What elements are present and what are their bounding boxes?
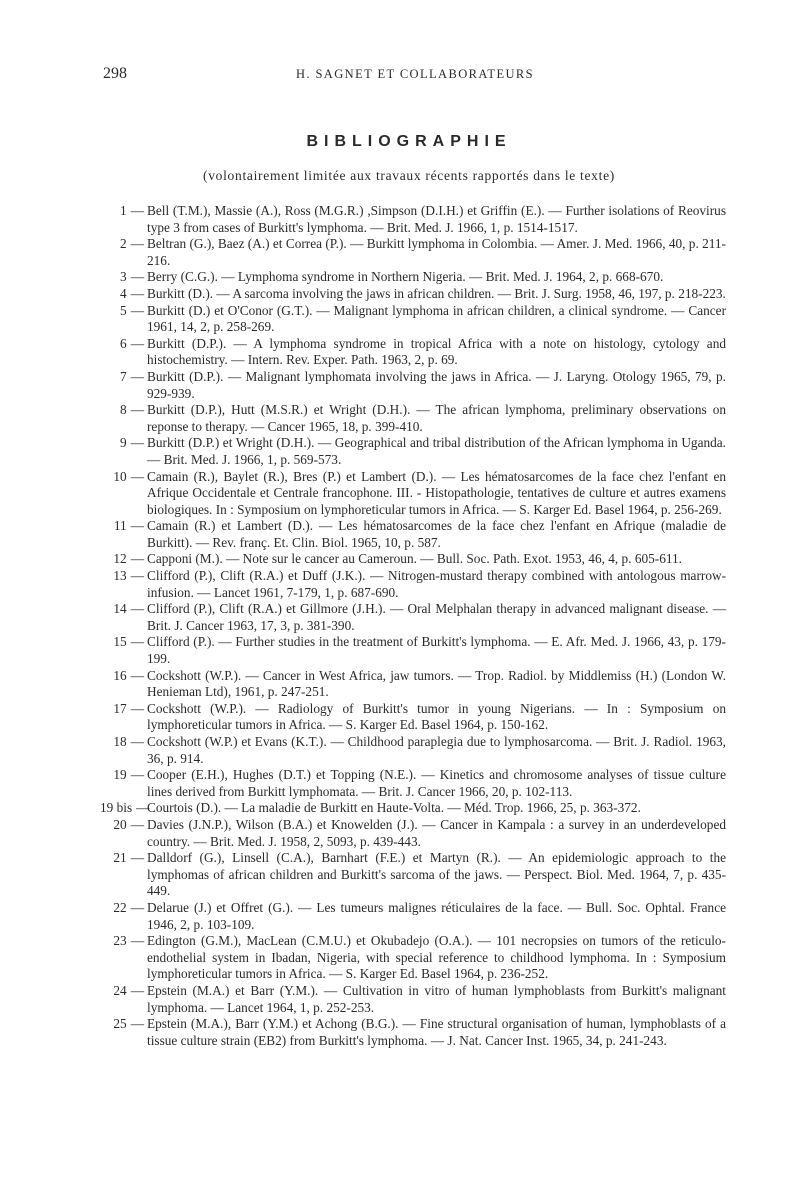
reference-list: [100, 203, 726, 1049]
reference-text: Clifford (P.), Clift (R.A.) et Gillmore (J.H.). — Oral Melphalan therapy in advanced malignant disease. — Brit. J. Cancer 1963, 17, 3, p. 381-390.: [147, 601, 726, 633]
reference-entry: [100, 900, 726, 933]
reference-entry: [100, 817, 726, 850]
reference-text: Cockshott (W.P.). — Cancer in West Africa, jaw tumors. — Trop. Radiol. by Middlemiss (H.) (London W. Henieman Ltd), 1961, p. 247-251.: [147, 667, 726, 700]
reference-entry: [100, 1016, 726, 1049]
reference-number: [100, 236, 144, 253]
reference-text: Capponi (M.). — Note sur le cancer au Cameroun. — Bull. Soc. Path. Exot. 1953, 46, 4, p. 605-611.: [147, 551, 682, 567]
reference-entry: [100, 336, 726, 369]
reference-entry: [100, 668, 726, 701]
reference-number-label: 4: [120, 285, 127, 301]
reference-text: Beltran (G.), Baez (A.) et Correa (P.). — Burkitt lymphoma in Colombia. — Amer. J. Med. 1966, 40, p. 211-216.: [147, 236, 726, 268]
reference-number: [100, 303, 144, 320]
reference-entry: [100, 469, 726, 519]
reference-entry: [100, 767, 726, 800]
reference-number-dash: —: [130, 850, 144, 866]
reference-text: Davies (J.N.P.), Wilson (B.A.) et Knowelden (J.). — Cancer in Kampala : a survey in an underdeveloped country. — Brit. Med. J. 1958, 2, 5093, p. 439-443.: [147, 816, 726, 849]
reference-number: [100, 551, 144, 568]
reference-number-label: 23: [113, 933, 127, 949]
reference-number-label: 8: [120, 402, 127, 418]
reference-number-dash: —: [130, 518, 144, 534]
reference-number: [100, 336, 144, 353]
reference-entry: [100, 601, 726, 634]
reference-number: [100, 933, 144, 950]
reference-number: [100, 734, 144, 751]
reference-number-dash: —: [130, 1016, 144, 1032]
reference-text: Edington (G.M.), MacLean (C.M.U.) et Okubadejo (O.A.). — 101 necropsies on tumors of the reticulo-endothelial system in Ibadan, Nigeria, with special reference to childhood lymphoma. In : Symposium lymphoreticular tumors in Africa. — S. Karger Ed. Basel 1964, p. 236-252.: [147, 933, 726, 982]
reference-entry: [100, 634, 726, 667]
reference-entry: [100, 568, 726, 601]
reference-text: Clifford (P.), Clift (R.A.) et Duff (J.K.). — Nitrogen-mustard therapy combined with antologous marrow-infusion. — Lancet 1961, 7-179, 1, p. 687-690.: [147, 568, 726, 600]
reference-number-dash: —: [130, 335, 144, 351]
reference-entry: [100, 236, 726, 269]
reference-number-dash: —: [130, 568, 144, 584]
reference-text: Berry (C.G.). — Lymphoma syndrome in Northern Nigeria. — Brit. Med. J. 1964, 2, p. 668-670.: [147, 269, 664, 285]
reference-text: Camain (R.) et Lambert (D.). — Les hématosarcomes de la face chez l'enfant en Afrique (maladie de Burkitt). — Rev. franç. Et. Clin. Biol. 1965, 10, p. 587.: [147, 518, 726, 550]
reference-number-label: 3: [120, 269, 127, 285]
reference-number-label: 16: [113, 667, 127, 683]
reference-number: [100, 601, 144, 618]
reference-text: Burkitt (D.P.). — A lymphoma syndrome in tropical Africa with a note on histology, cytology and histochemistry. — Intern. Rev. Exper. Path. 1963, 2, p. 69.: [147, 335, 726, 368]
reference-text: Epstein (M.A.) et Barr (Y.M.). — Cultivation in vitro of human lymphoblasts from Burkitt's malignant lymphoma. — Lancet 1964, 1, p. 252-253.: [147, 982, 726, 1015]
reference-number-label: 15: [113, 634, 127, 650]
reference-number: [100, 518, 144, 535]
reference-number: [100, 983, 144, 1000]
reference-number-label: 14: [113, 601, 127, 617]
reference-text: Delarue (J.) et Offret (G.). — Les tumeurs malignes réticulaires de la face. — Bull. Soc. Ophtal. France 1946, 2, p. 103-109.: [147, 899, 726, 932]
reference-number-label: 7: [120, 368, 127, 384]
reference-number-label: 13: [113, 568, 127, 584]
reference-number-label: 11: [113, 518, 127, 534]
reference-text: Courtois (D.). — La maladie de Burkitt en Haute-Volta. — Méd. Trop. 1966, 25, p. 363-372.: [147, 800, 641, 816]
reference-number-label: 17: [113, 700, 127, 716]
reference-number-dash: —: [130, 634, 144, 650]
reference-number-label: 2: [120, 236, 127, 252]
reference-text: Epstein (M.A.), Barr (Y.M.) et Achong (B.G.). — Fine structural organisation of human, lymphoblasts of a tissue culture strain (EB2) from Burkitt's lymphoma. — J. Nat. Cancer Inst. 1965, 34, p. 241-243.: [147, 1016, 726, 1048]
reference-number-dash: —: [130, 933, 144, 949]
reference-number: [100, 286, 144, 303]
reference-text: Camain (R.), Baylet (R.), Bres (P.) et Lambert (D.). — Les hématosarcomes de la face chez l'enfant en Afrique Occidentale et Centrale francophone. III. - Histopathologie, tentatives de culture et autres examens biologiques. In : Symposium on lymphoreticular tumors in Africa. — S. Karger Ed. Basel 1964, p. 256-269.: [147, 468, 726, 517]
reference-text: Cockshott (W.P.) et Evans (K.T.). — Childhood paraplegia due to lymphosarcoma. — Brit. J. Radiol. 1963, 36, p. 914.: [147, 734, 726, 766]
reference-entry: [100, 303, 726, 336]
reference-number: [100, 634, 144, 651]
reference-number-dash: —: [130, 899, 144, 915]
reference-number-label: 24: [113, 982, 127, 998]
reference-entry: [100, 933, 726, 983]
running-head: H. SAGNET ET COLLABORATEURS: [295, 67, 535, 81]
reference-number: [100, 369, 144, 386]
reference-number-dash: —: [130, 982, 144, 998]
reference-number-dash: —: [130, 236, 144, 252]
reference-text: Cooper (E.H.), Hughes (D.T.) et Topping (N.E.). — Kinetics and chromosome analyses of tissue culture lines derived from Burkitt lymphomata. — Brit. J. Cancer 1966, 20, p. 102-113.: [147, 767, 726, 799]
reference-number-dash: —: [130, 302, 144, 318]
reference-entry: [100, 850, 726, 900]
reference-number: [100, 767, 144, 784]
reference-number: [100, 800, 150, 817]
reference-entry: [100, 983, 726, 1016]
reference-text: Clifford (P.). — Further studies in the treatment of Burkitt's lymphoma. — E. Afr. Med. J. 1966, 43, p. 179-199.: [147, 634, 726, 667]
reference-entry: [100, 800, 726, 817]
reference-number: [100, 1016, 144, 1033]
reference-number-dash: —: [130, 816, 144, 832]
reference-number-label: 18: [113, 734, 127, 749]
reference-text: Dalldorf (G.), Linsell (C.A.), Barnhart (F.E.) et Martyn (R.). — An epidemiologic approach to the lymphomas of african children and Burkitt's sarcoma of the jaws. — Perspect. Biol. Med. 1964, 7, p. 435-449.: [147, 850, 726, 899]
reference-entry: [100, 286, 726, 303]
reference-number: [100, 568, 144, 585]
reference-number: [100, 469, 144, 486]
section-title: BIBLIOGRAPHIE: [306, 133, 512, 150]
reference-number: [100, 402, 144, 419]
reference-text: Burkitt (D.P.), Hutt (M.S.R.) et Wright (D.H.). — The african lymphoma, preliminary observations on reponse to therapy. — Cancer 1965, 18, p. 399-410.: [147, 402, 726, 434]
reference-entry: [100, 435, 726, 468]
reference-number-label: 19 bis: [100, 800, 133, 816]
reference-number-dash: —: [136, 800, 150, 816]
reference-text: Bell (T.M.), Massie (A.), Ross (M.G.R.) ,Simpson (D.I.H.) et Griffin (E.). — Further isolations of Reovirus type 3 from cases of Burkitt's lymphoma. — Brit. Med. J. 1966, 1, p. 1514-1517.: [147, 203, 726, 235]
reference-number: [100, 668, 144, 685]
reference-number-dash: —: [130, 368, 144, 384]
reference-text: Burkitt (D.) et O'Conor (G.T.). — Malignant lymphoma in african children, a clinical syndrome. — Cancer 1961, 14, 2, p. 258-269.: [147, 302, 726, 335]
reference-text: Burkitt (D.P.) et Wright (D.H.). — Geographical and tribal distribution of the African lymphoma in Uganda. — Brit. Med. J. 1966, 1, p. 569-573.: [147, 435, 726, 467]
reference-number-label: 6: [120, 335, 127, 351]
reference-number-dash: —: [130, 269, 144, 285]
reference-number: [100, 435, 144, 452]
section-subtitle: (volontairement limitée aux travaux récents rapportés dans le texte): [203, 168, 615, 183]
reference-number: [100, 900, 144, 917]
reference-number-label: 5: [120, 302, 127, 318]
reference-number-dash: —: [130, 203, 144, 218]
reference-number: [100, 269, 144, 286]
reference-entry: [100, 701, 726, 734]
reference-number: [100, 701, 144, 718]
reference-number: [100, 817, 144, 834]
reference-entry: [100, 203, 726, 236]
reference-number-dash: —: [130, 551, 144, 567]
reference-number: [100, 203, 144, 220]
reference-number-dash: —: [130, 734, 144, 749]
reference-text: Burkitt (D.). — A sarcoma involving the jaws in african children. — Brit. J. Surg. 1958, 46, 197, p. 218-223.: [147, 285, 726, 301]
reference-number-label: 25: [113, 1016, 127, 1032]
reference-number-label: 1: [120, 203, 127, 218]
reference-number-dash: —: [130, 435, 144, 451]
reference-entry: [100, 551, 726, 568]
reference-number-label: 12: [113, 551, 127, 567]
reference-number-dash: —: [130, 700, 144, 716]
reference-number-dash: —: [130, 402, 144, 418]
reference-number-dash: —: [130, 601, 144, 617]
reference-text: Cockshott (W.P.). — Radiology of Burkitt's tumor in young Nigerians. — In : Symposium on lymphoreticular tumors in Africa. — S. Karger Ed. Basel 1964, p. 150-162.: [147, 700, 726, 733]
reference-entry: [100, 518, 726, 551]
reference-text: Burkitt (D.P.). — Malignant lymphomata involving the jaws in Africa. — J. Laryng. Otology 1965, 79, p. 929-939.: [147, 368, 726, 401]
reference-number: [100, 850, 144, 867]
reference-number-label: 9: [120, 435, 127, 451]
reference-number-label: 19: [113, 767, 127, 783]
reference-number-dash: —: [130, 667, 144, 683]
reference-entry: [100, 369, 726, 402]
reference-number-label: 22: [113, 899, 127, 915]
reference-entry: [100, 269, 726, 286]
reference-number-label: 20: [113, 816, 127, 832]
reference-number-dash: —: [130, 468, 144, 484]
reference-entry: [100, 734, 726, 767]
page-number: 298: [103, 65, 127, 82]
reference-number-dash: —: [130, 285, 144, 301]
reference-entry: [100, 402, 726, 435]
reference-number-dash: —: [130, 767, 144, 783]
reference-number-label: 10: [113, 468, 127, 484]
reference-number-label: 21: [113, 850, 127, 866]
